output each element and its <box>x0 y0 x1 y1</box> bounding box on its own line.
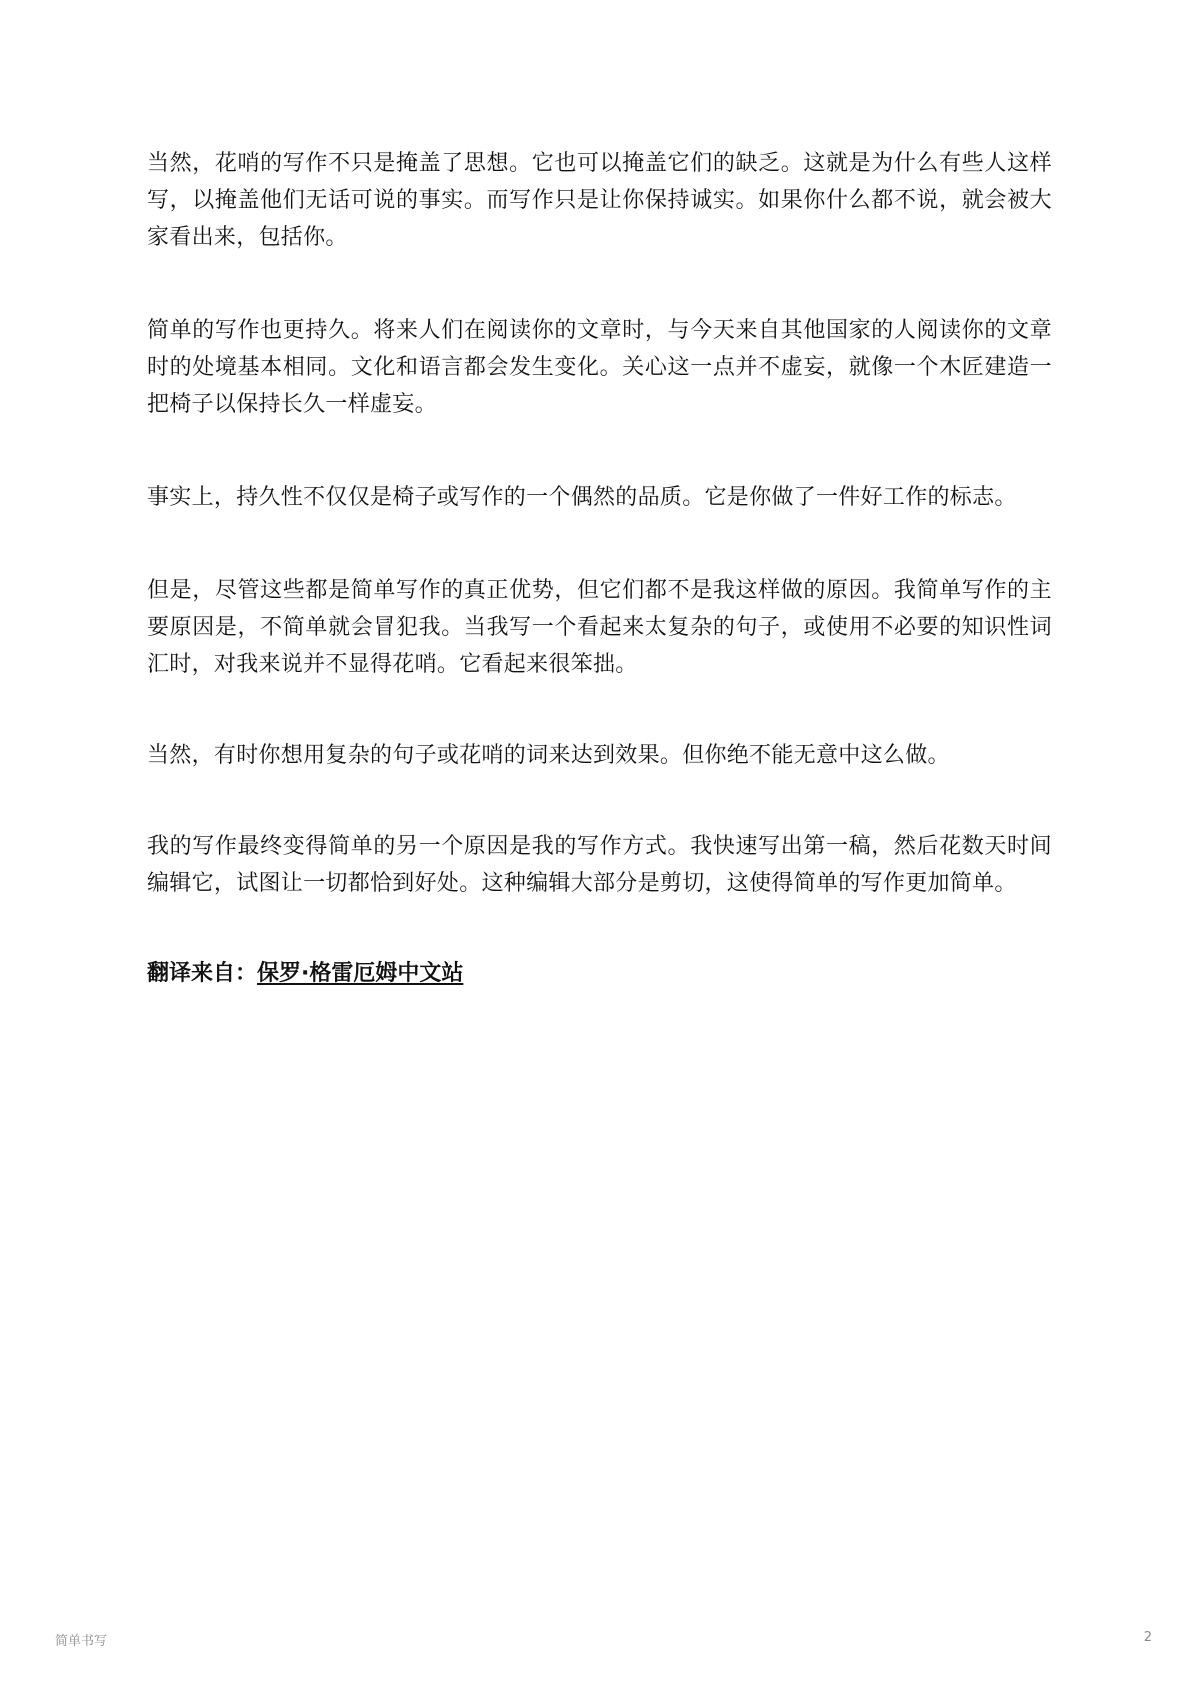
paragraph-fancy-writing: 当然，花哨的写作不只是掩盖了思想。它也可以掩盖它们的缺乏。这就是为什么有些人这样写，以掩盖他们无话可说的事实。而写作只是让你保持诚实。如果你什么都不说，就会被大家看出来，包括你。 <box>147 151 1052 250</box>
translation-source-label: 翻译来自： <box>147 961 258 986</box>
footer-page-number: 2 <box>1143 1630 1152 1645</box>
document-body <box>147 145 1052 992</box>
footer-document-title: 简单书写 <box>55 1634 108 1649</box>
paragraph-durability-mark: 事实上，持久性不仅仅是椅子或写作的一个偶然的品质。它是你做了一件好工作的标志。 <box>147 485 1017 510</box>
paragraph-editing: 我的写作最终变得简单的另一个原因是我的写作方式。我快速写出第一稿，然后花数天时间编辑它，试图让一切都恰到好处。这种编辑大部分是剪切，这使得简单的写作更加简单。 <box>147 834 1052 896</box>
translation-source <box>147 955 1052 992</box>
paragraph-main-reason: 但是，尽管这些都是简单写作的真正优势，但它们都不是我这样做的原因。我简单写作的主要原因是，不简单就会冒犯我。当我写一个看起来太复杂的句子，或使用不必要的知识性词汇时，对我来说并不显得花哨。它看起来很笨拙。 <box>147 578 1052 677</box>
translation-source-link[interactable]: 保罗·格雷厄姆中文站 <box>257 961 464 986</box>
paragraph-durability: 简单的写作也更持久。将来人们在阅读你的文章时，与今天来自其他国家的人阅读你的文章时的处境基本相同。文化和语言都会发生变化。关心这一点并不虚妄，就像一个木匠建造一把椅子以保持长久一样虚妄。 <box>147 318 1052 417</box>
paragraph-intentional-complexity: 当然，有时你想用复杂的句子或花哨的词来达到效果。但你绝不能无意中这么做。 <box>147 743 950 768</box>
